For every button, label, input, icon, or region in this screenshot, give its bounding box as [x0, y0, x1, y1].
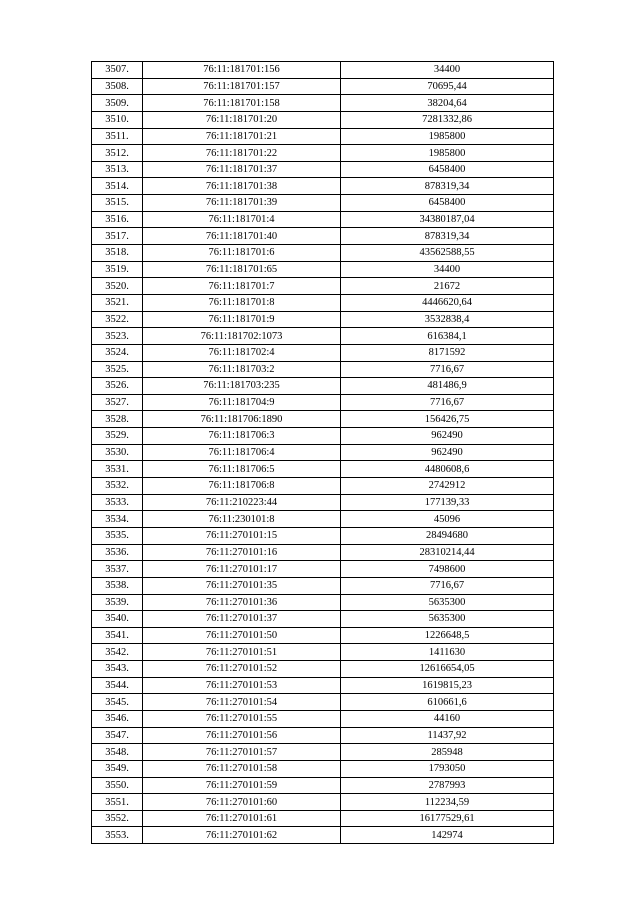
cadastral-value-cell: 962490 [341, 428, 554, 445]
cadastral-value-cell: 16177529,61 [341, 810, 554, 827]
table-row [92, 361, 554, 378]
row-number-cell: 3534. [92, 511, 143, 528]
cadastral-value-cell: 616384,1 [341, 328, 554, 345]
cadastral-value-cell: 2742912 [341, 478, 554, 495]
cadastral-number-cell: 76:11:270101:62 [143, 827, 341, 844]
row-number-cell: 3529. [92, 428, 143, 445]
table-row [92, 62, 554, 79]
row-number-cell: 3533. [92, 494, 143, 511]
cadastral-number-cell: 76:11:270101:51 [143, 644, 341, 661]
table-row [92, 527, 554, 544]
table-row [92, 261, 554, 278]
cadastral-number-cell: 76:11:181704:9 [143, 394, 341, 411]
cadastral-value-cell: 1985800 [341, 128, 554, 145]
cadastral-value-cell: 7281332,86 [341, 111, 554, 128]
table-row [92, 161, 554, 178]
cadastral-value-cell: 6458400 [341, 195, 554, 212]
cadastral-value-cell: 34400 [341, 62, 554, 79]
row-number-cell: 3522. [92, 311, 143, 328]
cadastral-number-cell: 76:11:270101:53 [143, 677, 341, 694]
cadastral-value-cell: 8171592 [341, 344, 554, 361]
cadastral-number-cell: 76:11:181706:3 [143, 428, 341, 445]
cadastral-number-cell: 76:11:181703:235 [143, 378, 341, 395]
row-number-cell: 3516. [92, 211, 143, 228]
table-row [92, 594, 554, 611]
row-number-cell: 3510. [92, 111, 143, 128]
cadastral-number-cell: 76:11:181701:39 [143, 195, 341, 212]
table-row [92, 245, 554, 262]
cadastral-value-cell: 3532838,4 [341, 311, 554, 328]
cadastral-number-cell: 76:11:181701:158 [143, 95, 341, 112]
table-row [92, 278, 554, 295]
table-row [92, 228, 554, 245]
row-number-cell: 3538. [92, 577, 143, 594]
table-row [92, 561, 554, 578]
row-number-cell: 3542. [92, 644, 143, 661]
cadastral-number-cell: 76:11:181701:4 [143, 211, 341, 228]
table-row [92, 694, 554, 711]
cadastral-number-cell: 76:11:270101:61 [143, 810, 341, 827]
cadastral-value-cell: 7498600 [341, 561, 554, 578]
row-number-cell: 3519. [92, 261, 143, 278]
cadastral-value-cell: 38204,64 [341, 95, 554, 112]
row-number-cell: 3527. [92, 394, 143, 411]
table-row [92, 577, 554, 594]
table-row [92, 128, 554, 145]
row-number-cell: 3551. [92, 794, 143, 811]
table-row [92, 760, 554, 777]
table-row [92, 95, 554, 112]
cadastral-number-cell: 76:11:270101:15 [143, 527, 341, 544]
cadastral-number-cell: 76:11:181702:1073 [143, 328, 341, 345]
table-row [92, 111, 554, 128]
row-number-cell: 3548. [92, 744, 143, 761]
cadastral-value-cell: 4446620,64 [341, 294, 554, 311]
row-number-cell: 3543. [92, 661, 143, 678]
cadastral-value-cell: 962490 [341, 444, 554, 461]
cadastral-value-cell: 7716,67 [341, 577, 554, 594]
table-row [92, 710, 554, 727]
table-body [92, 62, 554, 844]
table-row [92, 794, 554, 811]
cadastral-number-cell: 76:11:181701:21 [143, 128, 341, 145]
table-row [92, 444, 554, 461]
cadastral-value-cell: 4480608,6 [341, 461, 554, 478]
row-number-cell: 3535. [92, 527, 143, 544]
cadastral-value-cell: 878319,34 [341, 228, 554, 245]
table-row [92, 827, 554, 844]
row-number-cell: 3532. [92, 478, 143, 495]
row-number-cell: 3521. [92, 294, 143, 311]
cadastral-number-cell: 76:11:270101:36 [143, 594, 341, 611]
table-row [92, 78, 554, 95]
cadastral-value-cell: 43562588,55 [341, 245, 554, 262]
cadastral-value-cell: 7716,67 [341, 394, 554, 411]
cadastral-number-cell: 76:11:181701:157 [143, 78, 341, 95]
table-row [92, 611, 554, 628]
cadastral-value-cell: 44160 [341, 710, 554, 727]
cadastral-value-cell: 142974 [341, 827, 554, 844]
table-row [92, 744, 554, 761]
cadastral-number-cell: 76:11:181701:6 [143, 245, 341, 262]
row-number-cell: 3541. [92, 627, 143, 644]
cadastral-number-cell: 76:11:270101:54 [143, 694, 341, 711]
table-row [92, 544, 554, 561]
cadastral-value-cell: 5635300 [341, 611, 554, 628]
cadastral-value-cell: 12616654,05 [341, 661, 554, 678]
row-number-cell: 3545. [92, 694, 143, 711]
table-row [92, 328, 554, 345]
table-row [92, 494, 554, 511]
cadastral-value-cell: 1985800 [341, 145, 554, 162]
cadastral-value-cell: 1411630 [341, 644, 554, 661]
cadastral-value-cell: 5635300 [341, 594, 554, 611]
table-row [92, 394, 554, 411]
cadastral-number-cell: 76:11:181706:4 [143, 444, 341, 461]
cadastral-value-cell: 70695,44 [341, 78, 554, 95]
cadastral-number-cell: 76:11:230101:8 [143, 511, 341, 528]
cadastral-value-cell: 610661,6 [341, 694, 554, 711]
cadastral-number-cell: 76:11:270101:17 [143, 561, 341, 578]
table-row [92, 727, 554, 744]
row-number-cell: 3540. [92, 611, 143, 628]
row-number-cell: 3513. [92, 161, 143, 178]
cadastral-value-cell: 285948 [341, 744, 554, 761]
row-number-cell: 3537. [92, 561, 143, 578]
cadastral-value-cell: 34400 [341, 261, 554, 278]
cadastral-number-cell: 76:11:181701:9 [143, 311, 341, 328]
cadastral-number-cell: 76:11:181701:38 [143, 178, 341, 195]
table-row [92, 294, 554, 311]
cadastral-value-cell: 45096 [341, 511, 554, 528]
cadastral-value-cell: 1226648,5 [341, 627, 554, 644]
cadastral-number-cell: 76:11:181701:7 [143, 278, 341, 295]
cadastral-number-cell: 76:11:181701:37 [143, 161, 341, 178]
cadastral-number-cell: 76:11:270101:60 [143, 794, 341, 811]
row-number-cell: 3509. [92, 95, 143, 112]
row-number-cell: 3530. [92, 444, 143, 461]
cadastral-value-cell: 112234,59 [341, 794, 554, 811]
table-row [92, 627, 554, 644]
row-number-cell: 3544. [92, 677, 143, 694]
cadastral-value-cell: 6458400 [341, 161, 554, 178]
row-number-cell: 3518. [92, 245, 143, 262]
cadastral-number-cell: 76:11:181701:156 [143, 62, 341, 79]
cadastral-number-cell: 76:11:270101:56 [143, 727, 341, 744]
row-number-cell: 3549. [92, 760, 143, 777]
table-row [92, 211, 554, 228]
row-number-cell: 3523. [92, 328, 143, 345]
table-row [92, 145, 554, 162]
cadastral-value-cell: 28494680 [341, 527, 554, 544]
row-number-cell: 3520. [92, 278, 143, 295]
cadastral-number-cell: 76:11:181701:22 [143, 145, 341, 162]
cadastral-number-cell: 76:11:270101:52 [143, 661, 341, 678]
row-number-cell: 3524. [92, 344, 143, 361]
cadastral-number-cell: 76:11:270101:58 [143, 760, 341, 777]
cadastral-number-cell: 76:11:181703:2 [143, 361, 341, 378]
cadastral-number-cell: 76:11:181706:5 [143, 461, 341, 478]
cadastral-number-cell: 76:11:181701:65 [143, 261, 341, 278]
cadastral-number-cell: 76:11:181701:20 [143, 111, 341, 128]
cadastral-number-cell: 76:11:270101:59 [143, 777, 341, 794]
cadastral-number-cell: 76:11:270101:55 [143, 710, 341, 727]
table-row [92, 461, 554, 478]
table-row [92, 511, 554, 528]
cadastral-number-cell: 76:11:181701:8 [143, 294, 341, 311]
cadastral-number-cell: 76:11:270101:16 [143, 544, 341, 561]
table-row [92, 777, 554, 794]
row-number-cell: 3525. [92, 361, 143, 378]
row-number-cell: 3547. [92, 727, 143, 744]
cadastral-number-cell: 76:11:270101:50 [143, 627, 341, 644]
row-number-cell: 3546. [92, 710, 143, 727]
table-row [92, 644, 554, 661]
row-number-cell: 3528. [92, 411, 143, 428]
row-number-cell: 3531. [92, 461, 143, 478]
cadastral-value-table [91, 61, 554, 844]
table-row [92, 661, 554, 678]
table-row [92, 378, 554, 395]
row-number-cell: 3553. [92, 827, 143, 844]
row-number-cell: 3515. [92, 195, 143, 212]
row-number-cell: 3526. [92, 378, 143, 395]
row-number-cell: 3507. [92, 62, 143, 79]
cadastral-value-cell: 481486,9 [341, 378, 554, 395]
cadastral-value-cell: 878319,34 [341, 178, 554, 195]
cadastral-number-cell: 76:11:270101:57 [143, 744, 341, 761]
cadastral-value-cell: 1793050 [341, 760, 554, 777]
row-number-cell: 3552. [92, 810, 143, 827]
cadastral-value-cell: 7716,67 [341, 361, 554, 378]
table-row [92, 411, 554, 428]
row-number-cell: 3536. [92, 544, 143, 561]
row-number-cell: 3512. [92, 145, 143, 162]
table-row [92, 178, 554, 195]
cadastral-number-cell: 76:11:181701:40 [143, 228, 341, 245]
table-row [92, 344, 554, 361]
cadastral-number-cell: 76:11:210223:44 [143, 494, 341, 511]
cadastral-number-cell: 76:11:270101:37 [143, 611, 341, 628]
row-number-cell: 3511. [92, 128, 143, 145]
cadastral-value-cell: 2787993 [341, 777, 554, 794]
cadastral-value-cell: 177139,33 [341, 494, 554, 511]
cadastral-number-cell: 76:11:181702:4 [143, 344, 341, 361]
row-number-cell: 3539. [92, 594, 143, 611]
row-number-cell: 3517. [92, 228, 143, 245]
table-row [92, 478, 554, 495]
row-number-cell: 3508. [92, 78, 143, 95]
table-row [92, 810, 554, 827]
table-row [92, 428, 554, 445]
cadastral-value-cell: 21672 [341, 278, 554, 295]
cadastral-value-cell: 156426,75 [341, 411, 554, 428]
table-row [92, 677, 554, 694]
row-number-cell: 3550. [92, 777, 143, 794]
row-number-cell: 3514. [92, 178, 143, 195]
cadastral-number-cell: 76:11:181706:8 [143, 478, 341, 495]
table-row [92, 195, 554, 212]
cadastral-value-cell: 1619815,23 [341, 677, 554, 694]
cadastral-number-cell: 76:11:270101:35 [143, 577, 341, 594]
cadastral-number-cell: 76:11:181706:1890 [143, 411, 341, 428]
table-row [92, 311, 554, 328]
cadastral-value-cell: 34380187,04 [341, 211, 554, 228]
cadastral-value-cell: 28310214,44 [341, 544, 554, 561]
cadastral-value-cell: 11437,92 [341, 727, 554, 744]
